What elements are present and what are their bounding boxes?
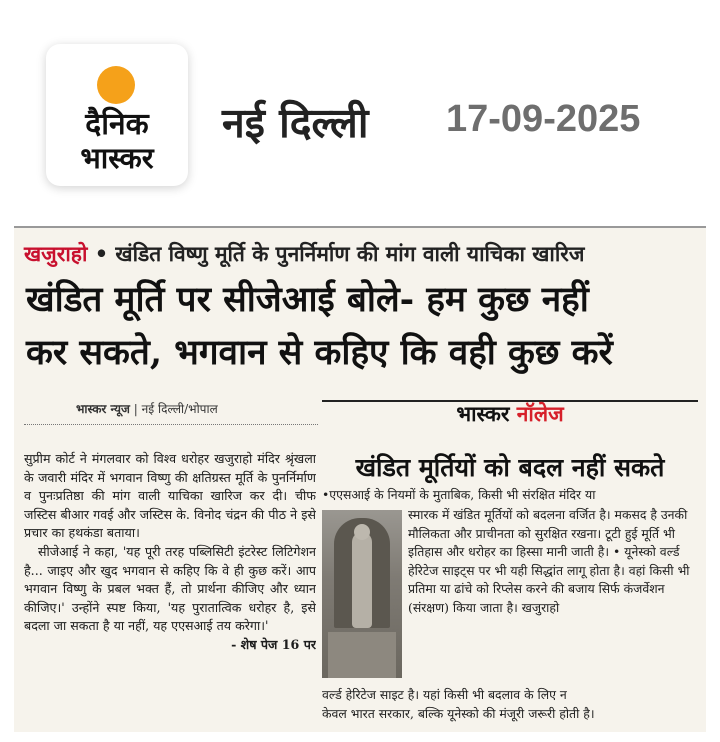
dotted-divider bbox=[24, 424, 318, 425]
article-body bbox=[24, 450, 316, 728]
kicker-place: खजुराहो bbox=[24, 241, 88, 266]
headline-line2: कर सकते, भगवान से कहिए कि वही कुछ करें bbox=[26, 332, 613, 373]
vishnu-idol-photo bbox=[322, 510, 402, 678]
knowledge-tail-line2: केवल भारत सरकार, बल्कि यूनेस्को की मंजूरी जरूरी होती है। bbox=[322, 705, 595, 721]
knowledge-label-word: नॉलेज bbox=[516, 401, 564, 426]
knowledge-first-line: •एएसआई के नियमों के मुताबिक, किसी भी संरक्षित मंदिर या bbox=[322, 487, 596, 502]
knowledge-box bbox=[322, 400, 698, 426]
article-paragraph-1: सुप्रीम कोर्ट ने मंगलवार को विश्व धरोहर खजुराहो मंदिर श्रृंखला के जवारी मंदिर में भगवान विष्णु की क्षतिग्रस्त मूर्ति के पुनर्निर्माण व पुनःप्रतिष्ठा की मांग वाली याचिका खारिज कर दी। चीफ जस्टिस बीआर गवई और जस्टिस के. विनोद चंद्रन की पीठ ने इसे प्रचार का हथकंडा बताया। bbox=[24, 451, 316, 541]
knowledge-tail-line1: वर्ल्ड हेरिटेज साइट है। यहां किसी भी बदलाव के लिए न bbox=[322, 687, 567, 702]
edition-city: नई दिल्ली bbox=[222, 99, 369, 147]
article-kicker bbox=[24, 240, 704, 268]
sun-logo-icon bbox=[97, 66, 135, 104]
knowledge-tail bbox=[322, 686, 698, 730]
article-paragraph-2-text: सीजेआई ने कहा, 'यह पूरी तरह पब्लिसिटी इंटरेस्ट लिटिगेशन है... जाइए और खुद भगवान से कहिए कि वे ही कुछ करें। आप भगवान विष्णु के प्रबल भक्त हैं, तो प्रार्थना कीजिए और ध्यान कीजिए।' उन्होंने स्पष्ट किया, 'यह पुरातात्विक धरोहर है, इसे बदला जा सकता है या नहीं, यह एएसआई तय करेगा।' bbox=[24, 543, 316, 634]
knowledge-label bbox=[322, 400, 698, 428]
logo-text-line1: दैनिक bbox=[85, 107, 149, 142]
knowledge-headline: खंडित मूर्तियों को बदल नहीं सकते bbox=[355, 453, 665, 482]
byline-place: | नई दिल्ली/भोपाल bbox=[129, 402, 218, 416]
knowledge-label-brand: भास्कर bbox=[456, 401, 517, 426]
dainik-bhaskar-logo bbox=[46, 44, 188, 186]
knowledge-body: स्मारक में खंडित मूर्तियों को बदलना वर्जित है। मकसद है उनकी मौलिकता और प्राचीनता को सुरक्षित रखना। टूटी हुई मूर्ति भी इतिहास और धरोहर का हिस्सा मानी जाती है। • यूनेस्को वर्ल्ड हेरिटेज साइट्स पर भी यही सिद्धांत लागू होता है। वहां किसी भी प्रतिमा या ढांचे को रिप्लेस करने की बजाय सिर्फ कंजर्वेशन (संरक्षण) किया जाता है। खजुराहो bbox=[408, 507, 690, 615]
kicker-text: • खंडित विष्णु मूर्ति के पुनर्निर्माण की मांग वाली याचिका खारिज bbox=[87, 241, 585, 266]
headline-line1: खंडित मूर्ति पर सीजेआई बोले- हम कुछ नहीं bbox=[26, 279, 589, 320]
article-paragraph-2 bbox=[24, 543, 316, 652]
byline bbox=[76, 400, 218, 417]
byline-source: भास्कर न्यूज bbox=[76, 402, 130, 416]
logo-text-line2: भास्कर bbox=[80, 141, 154, 175]
news-clipping bbox=[14, 226, 706, 732]
edition-date: 17-09-2025 bbox=[446, 98, 641, 140]
continued-link[interactable]: - शेष पेज 16 पर bbox=[231, 636, 316, 652]
